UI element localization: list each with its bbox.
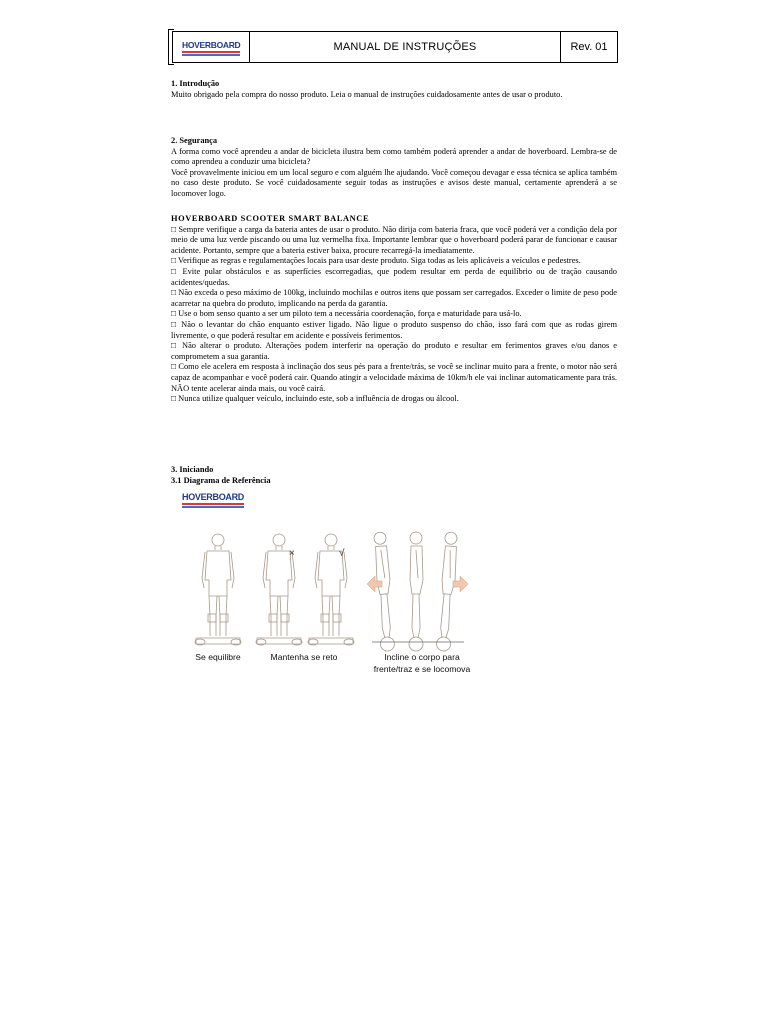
caption-balance: Se equilibre (195, 652, 241, 662)
list-item: □ Não o levantar do chão enquanto estiver ligado. Não ligue o produto suspenso do chão, isso fará com que as rodas girem livremente, o que poderá resultar em acidente e possíveis ferimentos. (171, 319, 617, 340)
section-heading: 1. Introdução (171, 79, 220, 88)
diagram-logo (182, 493, 244, 508)
logo-red-stripe (182, 503, 244, 505)
figure-group (195, 532, 464, 652)
section-balance (171, 214, 617, 405)
section-heading: 3. Iniciando (171, 465, 214, 474)
caption-lean-line1: Incline o corpo para (384, 652, 460, 662)
caption-straight: Mantenha se reto (270, 652, 338, 662)
person-balance-figure (195, 534, 241, 645)
revision-label: Rev. 01 (570, 41, 608, 53)
section-subtitle: HOVERBOARD SCOOTER SMART BALANCE (171, 214, 370, 223)
document-header (172, 31, 618, 63)
logo-text: HOVERBOARD (182, 40, 241, 50)
logo-blue-stripe (182, 54, 240, 56)
list-item: □ Evite pular obstáculos e as superfícies escorregadias, que podem resultar em perda de equilíbrio ou de tração causando acidentes/quedas. (171, 266, 617, 287)
section-safety (171, 136, 617, 200)
section-intro (171, 79, 617, 100)
person-lean-forward-figure (436, 532, 458, 652)
document-title: MANUAL DE INSTRUÇÕES (250, 32, 561, 62)
right-mark-icon: √ (339, 548, 345, 559)
logo-red-stripe (182, 51, 240, 53)
list-item: □ Não exceda o peso máximo de 100kg, incluindo mochilas e outros itens que possam ser carregados. Exceder o limite de peso pode acarretar na quebra do produto, implicando na perda da garantia. (171, 288, 617, 308)
logo-blue-stripe (182, 506, 244, 508)
list-item: □ Verifique as regras e regulamentações locais para usar deste produto. Siga todas as leis aplicáveis a veículos e pedestres. (171, 256, 581, 266)
logo-text: HOVERBOARD (182, 492, 245, 502)
list-item: □ Como ele acelera em resposta à inclinação dos seus pés para a frente/trás, se você se inclinar muito para a frente, o motor não será capaz de acompanhar e você poderá cair. Quando atingir a velocidade máxima de 10km/h ele vai inclinar automaticamente para trás. NÃO tente acelerar ainda mais, ou você cairá. (171, 362, 617, 393)
paragraph: A forma como você aprendeu a andar de bicicleta ilustra bem como também poderá aprender a andar de hoverboard. Lembra-se de como aprendeu a conduzir uma bicicleta? (171, 146, 617, 167)
section-start (171, 465, 617, 486)
paragraph: Você provavelmente iniciou em um local seguro e com alguém lhe ajudando. Você começou devagar e essa técnica se aplica também no caso deste produto. Se você cuidadosamente seguir todas as instruções e avisos deste manual, certamente aprenderá a se locomover logo. (171, 167, 617, 198)
section-subheading: 3.1 Diagrama de Referência (171, 475, 271, 485)
list-item: □ Sempre verifique a carga da bateria antes de usar o produto. Não dirija com bateria fraca, que você poderá ver a condição dela por meio de uma luz verde piscando ou uma luz vermelha fixa. Importante lembrar que o hoverboard poderá parar de funcionar e causar acidente. Portanto, sempre que a bateria estiver baixa, procure recarregá-la imediatamente. (171, 224, 617, 255)
caption-lean-line2: frente/traz e se locomova (373, 664, 471, 674)
person-right-posture-figure (308, 534, 354, 645)
list-item: □ Nunca utilize qualquer veículo, incluindo este, sob a influência de drogas ou álcool. (171, 394, 459, 404)
person-neutral-side-figure (409, 532, 423, 651)
section-heading: 2. Segurança (171, 136, 218, 145)
header-logo-cell (173, 32, 250, 62)
hoverboard-logo (182, 41, 240, 56)
lean-back-arrow-icon (367, 576, 382, 592)
list-item: □ Não alterar o produto. Alterações podem interferir na operação do produto e resultar em ferimentos graves e/ou danos e comprometem a sua garantia. (171, 341, 617, 361)
person-lean-back-figure (373, 532, 395, 652)
wrong-mark-icon: × (289, 548, 295, 559)
person-wrong-posture-figure (256, 534, 302, 645)
list-item: □ Use o bom senso quanto a ser um piloto tem a necessária coordenação, força e maturidade para usá-lo. (171, 309, 522, 319)
paragraph: Muito obrigado pela compra do nosso produto. Leia o manual de instruções cuidadosamente antes de usar o produto. (171, 89, 563, 99)
